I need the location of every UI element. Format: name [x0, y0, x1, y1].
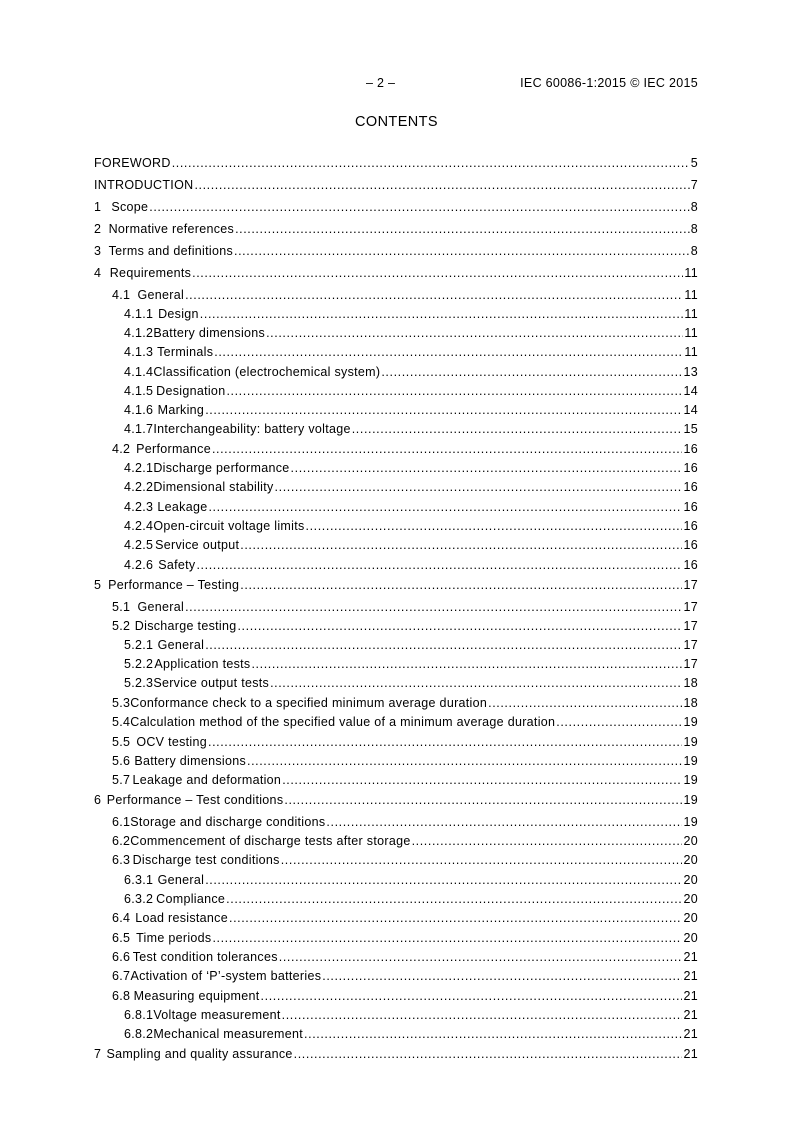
toc-dot-leader: [185, 288, 683, 302]
toc-entry-number: 6.2: [112, 834, 131, 848]
toc-entry-page: 14: [683, 403, 698, 417]
toc-entry-title: Battery dimensions: [134, 754, 247, 768]
toc-entry-page: 18: [683, 676, 698, 690]
toc-entry[interactable]: [94, 326, 698, 344]
toc-dot-leader: [556, 715, 682, 729]
toc-entry-number: 5.1: [112, 600, 131, 614]
toc-entry-title: Open-circuit voltage limits: [153, 519, 305, 533]
toc-entry-number: 4.1: [112, 288, 131, 302]
toc-entry-title: Terminals: [157, 345, 214, 359]
toc-entry[interactable]: [94, 538, 698, 556]
toc-entry-number: 4.1.5: [124, 384, 154, 398]
toc-entry[interactable]: [94, 638, 698, 656]
toc-entry-title: OCV testing: [136, 735, 208, 749]
toc-entry[interactable]: [94, 950, 698, 968]
toc-entry[interactable]: [94, 657, 698, 675]
toc-dot-leader: [281, 853, 683, 867]
toc-entry-number: 5.6: [112, 754, 131, 768]
toc-dot-leader: [234, 244, 690, 258]
toc-entry-page: 11: [684, 266, 698, 280]
toc-dot-leader: [306, 519, 683, 533]
toc-dot-leader: [172, 156, 690, 170]
toc-entry-title: Sampling and quality assurance: [106, 1047, 293, 1061]
toc-entry[interactable]: [94, 365, 698, 383]
toc-dot-leader: [208, 500, 682, 514]
toc-entry-number: 7: [94, 1047, 102, 1061]
toc-dot-leader: [235, 222, 690, 236]
toc-entry-page: 17: [683, 600, 698, 614]
toc-entry[interactable]: [94, 384, 698, 402]
toc-entry[interactable]: [94, 519, 698, 537]
toc-dot-leader: [237, 619, 682, 633]
toc-entry-page: 18: [683, 696, 698, 710]
toc-entry-number: 4.2.2: [124, 480, 154, 494]
toc-entry-page: 16: [683, 538, 698, 552]
toc-entry-number: 6.7: [112, 969, 131, 983]
toc-entry-number: 5.5: [112, 735, 131, 749]
toc-entry-page: 20: [683, 911, 698, 925]
toc-entry-title: Service output: [155, 538, 240, 552]
toc-dot-leader: [275, 480, 683, 494]
toc-dot-leader: [352, 422, 683, 436]
toc-entry[interactable]: [94, 911, 698, 929]
toc-entry-page: 11: [684, 345, 698, 359]
toc-entry[interactable]: [94, 773, 698, 791]
toc-entry[interactable]: [94, 422, 698, 440]
toc-entry-page: 8: [690, 222, 698, 236]
toc-entry-number: 5.3: [112, 696, 131, 710]
toc-entry-title: Mechanical measurement: [153, 1027, 304, 1041]
toc-entry-title: Performance – Testing: [108, 578, 240, 592]
toc-dot-leader: [185, 600, 682, 614]
toc-dot-leader: [270, 676, 682, 690]
toc-entry[interactable]: [94, 345, 698, 363]
toc-entry-number: 4: [94, 266, 102, 280]
toc-entry-page: 16: [683, 558, 698, 572]
toc-dot-leader: [291, 461, 683, 475]
toc-entry-page: 20: [683, 892, 698, 906]
toc-entry-page: 21: [683, 950, 698, 964]
toc-entry-title: General: [137, 288, 185, 302]
toc-entry-title: INTRODUCTION: [94, 178, 194, 192]
toc-entry-number: 3: [94, 244, 102, 258]
toc-entry-title: Normative references: [108, 222, 235, 236]
toc-entry-page: 16: [683, 480, 698, 494]
toc-dot-leader: [226, 892, 682, 906]
toc-dot-leader: [229, 911, 682, 925]
toc-entry-number: 6.8: [112, 989, 131, 1003]
toc-entry-number: 6.1: [112, 815, 131, 829]
toc-entry[interactable]: [94, 1027, 698, 1045]
toc-entry[interactable]: [94, 578, 698, 596]
toc-entry-page: 16: [683, 500, 698, 514]
toc-entry-number: 5.2.1: [124, 638, 154, 652]
toc-dot-leader: [381, 365, 682, 379]
toc-entry-title: Commencement of discharge tests after storage: [130, 834, 411, 848]
toc-dot-leader: [266, 326, 683, 340]
toc-entry[interactable]: [94, 156, 698, 174]
toc-entry[interactable]: [94, 696, 698, 714]
toc-dot-leader: [214, 345, 683, 359]
toc-entry[interactable]: [94, 266, 698, 284]
toc-entry-number: 4.2.6: [124, 558, 154, 572]
toc-dot-leader: [208, 735, 682, 749]
toc-entry-title: Discharge testing: [134, 619, 237, 633]
toc-dot-leader: [192, 266, 683, 280]
toc-entry-page: 13: [683, 365, 698, 379]
toc-entry-page: 17: [683, 619, 698, 633]
toc-entry[interactable]: [94, 969, 698, 987]
toc-entry-title: Measuring equipment: [133, 989, 260, 1003]
toc-entry-title: Test condition tolerances: [132, 950, 278, 964]
toc-entry-page: 8: [690, 244, 698, 258]
toc-dot-leader: [196, 558, 682, 572]
toc-entry-number: 5.2.2: [124, 657, 154, 671]
toc-entry-number: 6.3: [112, 853, 131, 867]
toc-entry-title: Leakage and deformation: [132, 773, 282, 787]
toc-entry[interactable]: [94, 307, 698, 325]
toc-dot-leader: [251, 657, 682, 671]
page-header: [0, 76, 793, 92]
toc-dot-leader: [226, 384, 682, 398]
toc-dot-leader: [282, 773, 682, 787]
toc-entry-number: 1: [94, 200, 102, 214]
toc-entry-number: 6.3.1: [124, 873, 154, 887]
toc-entry-title: Activation of ‘P’-system batteries: [130, 969, 322, 983]
page-number: – 2 –: [366, 76, 396, 90]
toc-entry[interactable]: [94, 735, 698, 753]
toc-dot-leader: [200, 307, 684, 321]
toc-entry[interactable]: [94, 873, 698, 891]
toc-entry[interactable]: [94, 244, 698, 262]
toc-entry[interactable]: [94, 1047, 698, 1065]
toc-entry-title: Terms and definitions: [108, 244, 234, 258]
toc-entry-page: 11: [684, 326, 698, 340]
toc-entry-title: Load resistance: [135, 911, 228, 925]
toc-entry[interactable]: [94, 989, 698, 1007]
toc-dot-leader: [488, 696, 682, 710]
toc-entry-number: 5.2.3: [124, 676, 154, 690]
toc-entry-page: 19: [683, 715, 698, 729]
toc-entry-number: 6: [94, 793, 102, 807]
toc-entry[interactable]: [94, 178, 698, 196]
toc-entry[interactable]: [94, 442, 698, 460]
toc-entry-title: General: [137, 600, 185, 614]
toc-entry-title: General: [157, 638, 205, 652]
toc-entry-title: Scope: [111, 200, 149, 214]
toc-entry-title: Calculation method of the specified value of a minimum average duration: [130, 715, 556, 729]
toc-entry[interactable]: [94, 815, 698, 833]
toc-entry-number: 6.8.1: [124, 1008, 154, 1022]
toc-entry-number: 5: [94, 578, 102, 592]
toc-entry-title: Designation: [156, 384, 226, 398]
toc-entry-number: 6.5: [112, 931, 131, 945]
toc-entry[interactable]: [94, 461, 698, 479]
toc-entry[interactable]: [94, 754, 698, 772]
toc-entry[interactable]: [94, 600, 698, 618]
toc-entry-title: Requirements: [109, 266, 192, 280]
toc-entry-page: 21: [683, 1008, 698, 1022]
toc-entry-page: 5: [690, 156, 698, 170]
toc-dot-leader: [194, 178, 689, 192]
toc-dot-leader: [294, 1047, 683, 1061]
toc-entry[interactable]: [94, 288, 698, 306]
toc-entry-page: 11: [684, 288, 698, 302]
toc-entry-title: Storage and discharge conditions: [130, 815, 326, 829]
toc-dot-leader: [149, 200, 689, 214]
document-identifier: IEC 60086-1:2015 © IEC 2015: [520, 76, 698, 90]
toc-entry-page: 16: [683, 442, 698, 456]
toc-entry-title: Performance: [136, 442, 211, 456]
toc-entry-page: 20: [683, 853, 698, 867]
toc-entry[interactable]: [94, 222, 698, 240]
toc-entry[interactable]: [94, 834, 698, 852]
toc-dot-leader: [205, 638, 682, 652]
toc-entry-title: Classification (electrochemical system): [153, 365, 381, 379]
toc-entry[interactable]: [94, 1008, 698, 1026]
toc-entry-number: 6.8.2: [124, 1027, 154, 1041]
toc-entry-number: 4.2.1: [124, 461, 154, 475]
toc-entry[interactable]: [94, 853, 698, 871]
toc-dot-leader: [247, 754, 682, 768]
toc-entry-page: 15: [683, 422, 698, 436]
toc-entry-number: 4.2.3: [124, 500, 154, 514]
toc-dot-leader: [205, 403, 682, 417]
toc-entry-page: 17: [683, 578, 698, 592]
toc-entry[interactable]: [94, 403, 698, 421]
toc-entry-title: Battery dimensions: [153, 326, 266, 340]
toc-entry-page: 20: [683, 873, 698, 887]
toc-entry-number: 4.2.5: [124, 538, 154, 552]
toc-entry-page: 16: [683, 461, 698, 475]
toc-entry-title: Design: [158, 307, 199, 321]
toc-dot-leader: [279, 950, 683, 964]
toc-dot-leader: [326, 815, 682, 829]
toc-entry-number: 2: [94, 222, 102, 236]
toc-dot-leader: [212, 931, 682, 945]
toc-entry-page: 19: [683, 754, 698, 768]
toc-entry-number: 4.1.3: [124, 345, 154, 359]
toc-entry[interactable]: [94, 892, 698, 910]
toc-entry-title: Conformance check to a specified minimum average duration: [130, 696, 488, 710]
toc-entry-number: 6.4: [112, 911, 131, 925]
toc-entry[interactable]: [94, 676, 698, 694]
toc-dot-leader: [304, 1027, 682, 1041]
toc-entry-page: 14: [683, 384, 698, 398]
toc-entry-title: Compliance: [156, 892, 226, 906]
toc-entry-page: 20: [683, 931, 698, 945]
toc-dot-leader: [212, 442, 683, 456]
toc-dot-leader: [322, 969, 682, 983]
toc-entry[interactable]: [94, 931, 698, 949]
toc-entry-page: 21: [683, 1027, 698, 1041]
toc-entry-title: Safety: [158, 558, 196, 572]
toc-entry-page: 19: [683, 773, 698, 787]
toc-entry-title: Voltage measurement: [153, 1008, 281, 1022]
toc-entry-page: 21: [683, 1047, 698, 1061]
toc-entry-title: Interchangeability: battery voltage: [153, 422, 351, 436]
toc-entry-title: Dimensional stability: [153, 480, 274, 494]
toc-entry-page: 11: [684, 307, 698, 321]
toc-entry-title: Service output tests: [153, 676, 270, 690]
toc-entry-number: 4.1.6: [124, 403, 154, 417]
toc-entry-number: 6.3.2: [124, 892, 154, 906]
toc-entry[interactable]: [94, 793, 698, 811]
toc-entry-number: 4.2: [112, 442, 131, 456]
toc-entry-page: 19: [683, 735, 698, 749]
toc-entry[interactable]: [94, 500, 698, 518]
toc-entry-page: 19: [683, 815, 698, 829]
toc-entry[interactable]: [94, 480, 698, 498]
toc-entry-number: 5.7: [112, 773, 131, 787]
toc-entry-title: General: [157, 873, 205, 887]
toc-dot-leader: [205, 873, 682, 887]
contents-title: CONTENTS: [355, 114, 438, 130]
toc-entry-number: 6.6: [112, 950, 131, 964]
toc-entry[interactable]: [94, 715, 698, 733]
toc-entry-title: Discharge performance: [153, 461, 290, 475]
toc-dot-leader: [240, 578, 682, 592]
toc-entry-number: 4.1.7: [124, 422, 154, 436]
toc-dot-leader: [284, 793, 682, 807]
toc-dot-leader: [412, 834, 683, 848]
toc-entry-title: Time periods: [136, 931, 212, 945]
toc-entry-number: 4.1.4: [124, 365, 154, 379]
toc-entry-number: 5.2: [112, 619, 131, 633]
toc-entry-page: 16: [683, 519, 698, 533]
toc-entry-page: 17: [683, 638, 698, 652]
toc-dot-leader: [282, 1008, 683, 1022]
toc-entry-number: 5.4: [112, 715, 131, 729]
toc-entry-page: 8: [690, 200, 698, 214]
toc-entry-page: 7: [690, 178, 698, 192]
toc-entry-number: 4.1.2: [124, 326, 154, 340]
toc-dot-leader: [261, 989, 683, 1003]
toc-entry-title: Leakage: [157, 500, 208, 514]
toc-dot-leader: [240, 538, 682, 552]
toc-entry-title: FOREWORD: [94, 156, 171, 170]
toc-entry-page: 19: [683, 793, 698, 807]
toc-entry-title: Discharge test conditions: [132, 853, 280, 867]
toc-entry-title: Performance – Test conditions: [106, 793, 284, 807]
toc-entry-title: Marking: [157, 403, 205, 417]
toc-entry-page: 21: [683, 969, 698, 983]
toc-entry-number: 4.1.1: [124, 307, 154, 321]
toc-entry-page: 17: [683, 657, 698, 671]
toc-entry-page: 20: [683, 834, 698, 848]
toc-entry-number: 4.2.4: [124, 519, 154, 533]
toc-entry[interactable]: [94, 200, 698, 218]
toc-entry[interactable]: [94, 558, 698, 576]
toc-entry-title: Application tests: [154, 657, 251, 671]
toc-entry[interactable]: [94, 619, 698, 637]
toc-entry-page: 21: [683, 989, 698, 1003]
